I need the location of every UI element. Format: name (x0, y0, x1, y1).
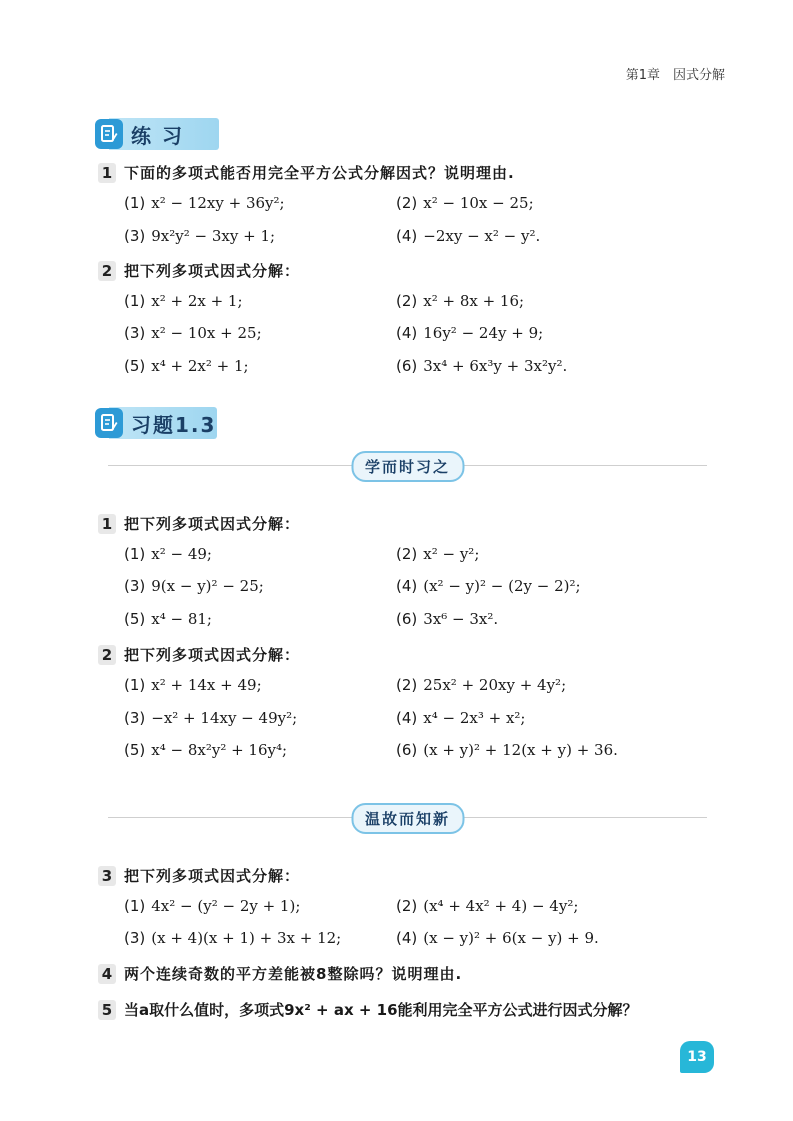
sub-item-number: (6) (396, 741, 418, 759)
sub-item (396, 357, 567, 375)
sub-item (396, 741, 618, 759)
sub-item (396, 676, 566, 694)
sub-item-number: (2) (396, 897, 418, 915)
sub-item-number: (1) (124, 545, 146, 563)
expression: −2xy − x² − y². (423, 227, 541, 245)
question-text: 当a取什么值时，多项式9x² + ax + 16能利用完全平方公式进行因式分解？ (124, 1001, 638, 1019)
section-pill: 温故而知新 (351, 803, 464, 834)
expression: x² − 12xy + 36y²; (151, 194, 285, 212)
question-text: 把下列多项式因式分解： (124, 867, 301, 885)
expression: x² − 10x − 25; (423, 194, 534, 212)
sub-item (396, 292, 524, 310)
sub-item (396, 227, 540, 245)
sub-item (396, 610, 498, 628)
sub-item-number: (3) (124, 324, 146, 342)
question-number: 1 (98, 163, 116, 183)
sub-item-number: (1) (124, 897, 146, 915)
sub-item-number: (2) (396, 292, 418, 310)
expression: (x⁴ + 4x² + 4) − 4y²; (423, 897, 579, 915)
sub-item-number: (6) (396, 357, 418, 375)
expression: x² + 14x + 49; (151, 676, 262, 694)
sub-item-number: (5) (124, 610, 146, 628)
sub-item (124, 709, 297, 727)
question-text: 两个连续奇数的平方差能被8整除吗？说明理由. (124, 965, 463, 983)
sub-item-number: (3) (124, 227, 146, 245)
question-text: 下面的多项式能否用完全平方公式分解因式？说明理由. (124, 164, 515, 182)
question-number: 1 (98, 514, 116, 534)
sub-item-number: (5) (124, 741, 146, 759)
expression: (x + y)² + 12(x + y) + 36. (423, 741, 618, 759)
sub-item (124, 610, 212, 628)
sub-item (124, 929, 341, 947)
expression: x² − y²; (423, 545, 480, 563)
expression: 25x² + 20xy + 4y²; (423, 676, 567, 694)
expression: 9x²y² − 3xy + 1; (151, 227, 276, 245)
practice-title (95, 116, 184, 152)
question-number: 2 (98, 645, 116, 665)
sub-item (396, 709, 525, 727)
exercise-pencil-icon (95, 119, 123, 149)
sub-item-number: (2) (396, 676, 418, 694)
chapter-header: 第1章 因式分解 (625, 68, 725, 83)
sub-item-number: (4) (396, 709, 418, 727)
sub-item (124, 357, 249, 375)
exercise-pencil-icon (95, 408, 123, 438)
expression: x² − 10x + 25; (151, 324, 262, 342)
question-text: 把下列多项式因式分解： (124, 262, 301, 280)
exercises-title-label: 习题1.3 (131, 412, 217, 437)
question-number: 5 (98, 1000, 116, 1020)
sub-item (396, 929, 599, 947)
section-divider (108, 458, 707, 476)
sub-item (396, 545, 479, 563)
expression: x⁴ − 2x³ + x²; (423, 709, 526, 727)
sub-item-number: (1) (124, 676, 146, 694)
section-divider (108, 810, 707, 828)
expression: x⁴ + 2x² + 1; (151, 357, 249, 375)
page-number-badge: 13 (680, 1041, 714, 1073)
sub-item (124, 292, 243, 310)
expression: 4x² − (y² − 2y + 1); (151, 897, 301, 915)
expression: x² + 2x + 1; (151, 292, 243, 310)
question-number: 3 (98, 866, 116, 886)
sub-item-number: (4) (396, 324, 418, 342)
sub-item-number: (1) (124, 194, 146, 212)
sub-item-number: (4) (396, 577, 418, 595)
sub-item-number: (6) (396, 610, 418, 628)
sub-item-number: (2) (396, 545, 418, 563)
sub-item (396, 194, 534, 212)
sub-item (124, 227, 275, 245)
expression: 3x⁶ − 3x². (423, 610, 499, 628)
sub-item (396, 324, 543, 342)
question-text: 把下列多项式因式分解： (124, 646, 301, 664)
expression: (x − y)² + 6(x − y) + 9. (423, 929, 599, 947)
sub-item (124, 741, 287, 759)
sub-item (124, 897, 300, 915)
expression: x² + 8x + 16; (423, 292, 525, 310)
expression: 3x⁴ + 6x³y + 3x²y². (423, 357, 568, 375)
expression: x⁴ − 81; (151, 610, 212, 628)
expression: x² − 49; (151, 545, 212, 563)
expression: 16y² − 24y + 9; (423, 324, 544, 342)
sub-item-number: (3) (124, 709, 146, 727)
sub-item-number: (1) (124, 292, 146, 310)
sub-item (124, 545, 212, 563)
sub-item-number: (2) (396, 194, 418, 212)
sub-item (124, 194, 285, 212)
question-number: 4 (98, 964, 116, 984)
section-pill: 学而时习之 (351, 451, 464, 482)
sub-item (124, 324, 262, 342)
expression: 9(x − y)² − 25; (151, 577, 264, 595)
sub-item-number: (5) (124, 357, 146, 375)
sub-item-number: (3) (124, 577, 146, 595)
expression: −x² + 14xy − 49y²; (151, 709, 298, 727)
exercises-title (95, 405, 216, 441)
practice-title-label: 练 习 (131, 123, 184, 148)
expression: (x + 4)(x + 1) + 3x + 12; (151, 929, 342, 947)
sub-item (124, 676, 262, 694)
sub-item (396, 897, 578, 915)
sub-item (396, 577, 581, 595)
expression: x⁴ − 8x²y² + 16y⁴; (151, 741, 288, 759)
sub-item-number: (4) (396, 929, 418, 947)
question-text: 把下列多项式因式分解： (124, 515, 301, 533)
expression: (x² − y)² − (2y − 2)²; (423, 577, 581, 595)
sub-item (124, 577, 264, 595)
sub-item-number: (4) (396, 227, 418, 245)
sub-item-number: (3) (124, 929, 146, 947)
question-number: 2 (98, 261, 116, 281)
